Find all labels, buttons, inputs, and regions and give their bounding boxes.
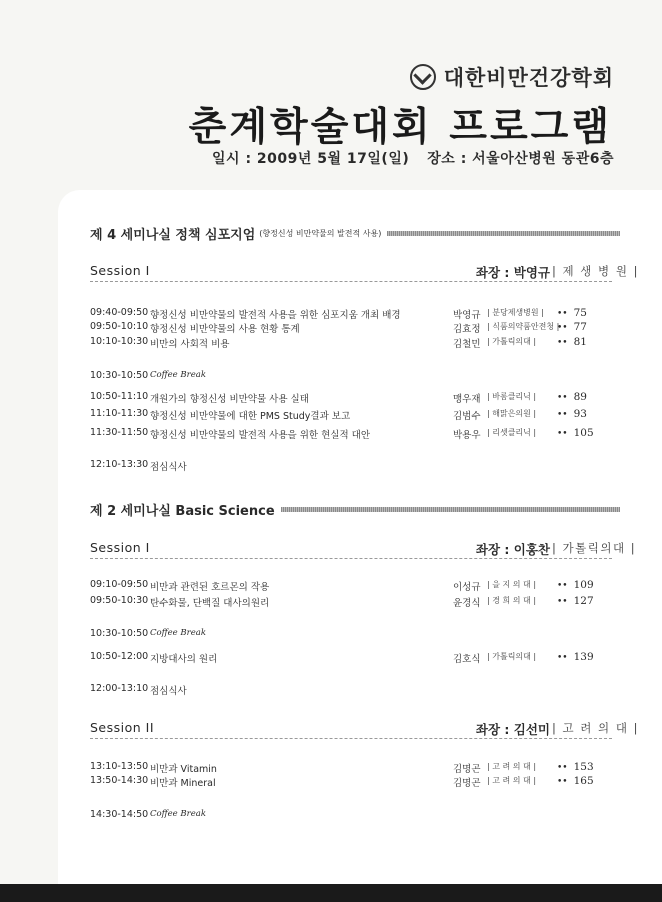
program-row [90, 628, 610, 641]
row-speaker: 박용우 [453, 430, 481, 441]
row-time: 10:50-12:00 [90, 651, 149, 662]
row-affiliation: | 바롬클리닉 | [487, 392, 537, 401]
session-chair: 좌장 : 이홍찬 [475, 542, 550, 557]
row-title: 점심식사 [150, 462, 187, 473]
page-dots: •• [557, 393, 568, 403]
session-chair-affiliation: | 가톨릭의대 | [552, 541, 637, 555]
row-time: 09:50-10:10 [90, 321, 149, 332]
program-row [90, 307, 610, 320]
row-page [557, 775, 594, 787]
row-affiliation: | 경 희 의 대 | [487, 596, 537, 605]
scan-edge [0, 884, 662, 902]
page-dots: •• [557, 410, 568, 420]
row-speaker: 김범수 [453, 411, 481, 422]
program-row [90, 775, 610, 788]
program-row [90, 370, 610, 383]
session-label: Session I [90, 263, 150, 278]
row-time: 10:30-10:50 [90, 370, 149, 381]
section-rule [281, 507, 620, 512]
row-speaker: 김명곤 [453, 778, 481, 789]
event-date: 일시 : 2009년 5월 17일(일) [212, 151, 410, 167]
session-label: Session I [90, 540, 150, 555]
row-speaker: 윤경식 [453, 598, 481, 609]
row-page-number: 105 [573, 427, 594, 439]
row-time: 11:30-11:50 [90, 427, 149, 438]
row-affiliation: | 가톨릭의대 | [487, 337, 537, 346]
row-time: 12:10-13:30 [90, 459, 149, 470]
program-row [90, 683, 610, 696]
row-title: Coffee Break [150, 370, 206, 380]
row-title: 비만과 관련된 호르몬의 작용 [150, 582, 270, 593]
program-row [90, 809, 610, 822]
section-rule [387, 231, 620, 236]
section-title: 제 2 세미나실 Basic Science [90, 504, 275, 519]
session-label: Session II [90, 720, 155, 735]
row-affiliation: | 을 지 의 대 | [487, 580, 537, 589]
row-page-number: 89 [573, 391, 587, 403]
program-row [90, 336, 610, 349]
row-page [557, 321, 587, 333]
section-header [90, 224, 620, 243]
row-title: 탄수화물, 단백질 대사의원리 [150, 598, 270, 609]
session-header [90, 720, 639, 739]
row-title: 점심식사 [150, 686, 187, 697]
row-title: Coffee Break [150, 628, 206, 638]
row-speaker: 김명곤 [453, 764, 481, 775]
row-page-number: 93 [573, 408, 587, 420]
page-dots: •• [557, 309, 568, 319]
row-affiliation: | 식품의약품안전청 | [487, 322, 560, 331]
row-title: 비만의 사회적 비용 [150, 339, 230, 350]
row-title: 비만과 Vitamin [150, 764, 217, 775]
section-subtitle: (향정신성 비만약물의 발전적 사용) [259, 229, 382, 238]
row-time: 13:50-14:30 [90, 775, 149, 786]
session-header [90, 540, 637, 559]
program-row [90, 427, 610, 440]
session-chair-affiliation: | 제 생 병 원 | [552, 264, 639, 278]
section-header [90, 500, 620, 519]
row-time: 10:30-10:50 [90, 628, 149, 639]
row-title: 지방대사의 원리 [150, 654, 218, 665]
program-row [90, 579, 610, 592]
row-page-number: 75 [573, 307, 587, 319]
session-header [90, 263, 639, 282]
row-affiliation: | 리셋클리닉 | [487, 428, 537, 437]
row-time: 13:10-13:50 [90, 761, 149, 772]
row-time: 14:30-14:50 [90, 809, 149, 820]
row-page [557, 307, 587, 319]
row-page-number: 109 [573, 579, 594, 591]
page-dots: •• [557, 338, 568, 348]
event-venue: 장소 : 서울아산병원 동관6층 [427, 151, 614, 167]
row-page [557, 579, 594, 591]
row-time: 09:50-10:30 [90, 595, 149, 606]
row-page-number: 127 [573, 595, 594, 607]
row-page [557, 336, 587, 348]
row-page-number: 165 [573, 775, 594, 787]
row-page [557, 391, 587, 403]
row-title: 향정신성 비만약물의 발전적 사용을 위한 심포지움 개최 배경 [150, 310, 401, 321]
row-page-number: 153 [573, 761, 594, 773]
program-row [90, 595, 610, 608]
program-row [90, 651, 610, 664]
row-page [557, 651, 594, 663]
society-logo-icon [410, 64, 436, 90]
session-chair: 좌장 : 박영규 [475, 265, 550, 280]
page-dots: •• [557, 777, 568, 787]
page-dots: •• [557, 429, 568, 439]
row-speaker: 박영규 [453, 310, 481, 321]
row-page-number: 139 [573, 651, 594, 663]
row-page-number: 81 [573, 336, 587, 348]
row-speaker: 김효정 [453, 324, 481, 335]
program-row [90, 321, 610, 334]
row-affiliation: | 해맑은의원 | [487, 409, 537, 418]
program-row [90, 408, 610, 421]
row-page [557, 761, 594, 773]
row-affiliation: | 고 려 의 대 | [487, 762, 537, 771]
program-row [90, 391, 610, 404]
page-dots: •• [557, 323, 568, 333]
row-page-number: 77 [573, 321, 587, 333]
row-affiliation: | 가톨릭의대 | [487, 652, 537, 661]
event-info [212, 148, 614, 168]
row-time: 09:40-09:50 [90, 307, 149, 318]
society-name: 대한비만건강학회 [443, 66, 614, 90]
row-page [557, 427, 594, 439]
row-time: 10:50-11:10 [90, 391, 149, 402]
program-row [90, 761, 610, 774]
row-title: 향정신성 비만약물의 발전적 사용을 위한 현실적 대안 [150, 430, 371, 441]
row-title: 향정신성 비만약물에 대한 PMS Study결과 보고 [150, 411, 351, 422]
row-title: 개원가의 향정신성 비만약물 사용 실태 [150, 394, 309, 405]
session-chair-affiliation: | 고 려 의 대 | [552, 721, 639, 735]
row-speaker: 맹우재 [453, 394, 481, 405]
row-time: 09:10-09:50 [90, 579, 149, 590]
row-page [557, 595, 594, 607]
row-affiliation: | 분당제생병원 | [487, 308, 544, 317]
session-chair: 좌장 : 김선미 [475, 722, 550, 737]
program-row [90, 459, 610, 472]
row-time: 12:00-13:10 [90, 683, 149, 694]
page-dots: •• [557, 763, 568, 773]
row-time: 11:10-11:30 [90, 408, 149, 419]
row-title: Coffee Break [150, 809, 206, 819]
page-dots: •• [557, 597, 568, 607]
page-dots: •• [557, 653, 568, 663]
page-title: 춘계학술대회 프로그램 [188, 105, 612, 150]
row-title: 비만과 Mineral [150, 778, 216, 789]
society-header [410, 62, 614, 92]
section-title: 제 4 세미나실 정책 심포지엄 [90, 228, 256, 243]
row-affiliation: | 고 려 의 대 | [487, 776, 537, 785]
row-page [557, 408, 587, 420]
page-dots: •• [557, 581, 568, 591]
row-title: 향정신성 비만약물의 사용 현황 통계 [150, 324, 300, 335]
row-speaker: 김호식 [453, 654, 481, 665]
row-time: 10:10-10:30 [90, 336, 149, 347]
row-speaker: 이성규 [453, 582, 481, 593]
row-speaker: 김철민 [453, 339, 481, 350]
